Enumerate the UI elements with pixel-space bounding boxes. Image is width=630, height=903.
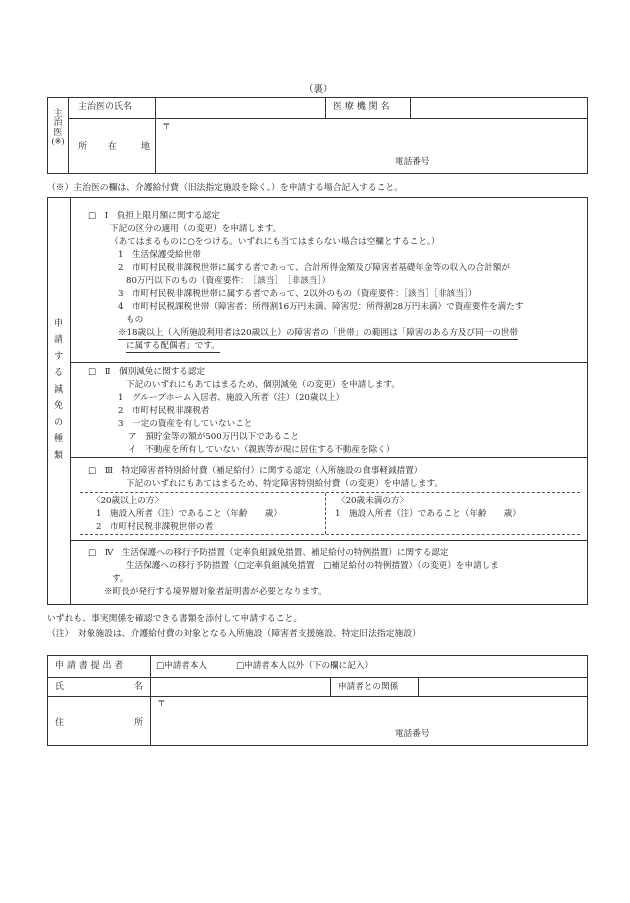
section-4-checkbox-title[interactable]: □ Ⅳ 生活保護への移行予防措置（定率負組減免措置、補足給付の特例措置）に関する認定: [88, 548, 449, 558]
doctor-address-field[interactable]: [156, 120, 586, 172]
facility-note: （注） 対象施設は、介護給付費の対象となる入所施設（障害者支援施設、特定旧法指定施設）: [47, 629, 421, 639]
postal-mark: 〒: [157, 699, 166, 709]
institution-label: 医 療 機 関 名: [333, 102, 390, 112]
option-1[interactable]: 1 生活保護受給世帯: [118, 250, 201, 260]
section-4-line: 生活保護への移行予防措置（□定率負組減免措置 □補足給付の特例措置）（の変更）を申請しま: [126, 561, 499, 571]
section-3-line: 下記のいずれにもあてはまるため、特定障害特別給付費（の変更）を申請します。: [126, 479, 443, 489]
submitter-self-checkbox[interactable]: □申請者本人: [156, 661, 208, 671]
option-4[interactable]: 4 市町村民税課税世帯（障害者：所得割16万円未満、障害児：所得割28万円未満）で資産要件を満たす: [118, 302, 524, 312]
submitter-phone-label: 電話番号: [395, 729, 430, 739]
section-2-line: 下記のいずれにもあてはまるため、個別減免（の変更）を申請します。: [126, 380, 400, 390]
adult-item: 2 市町村民税非課税世帯の者: [96, 522, 214, 532]
section-1-line: （あてはまるものに○をつける。いずれにも当てはまらない場合は空欄とすること。）: [110, 237, 440, 247]
section-2-item: 3 一定の資産を有していないこと: [118, 419, 253, 429]
submitter-name-field[interactable]: [151, 678, 329, 695]
attachment-note: いずれも、事実関係を確認できる書類を添付して申請すること。: [47, 614, 303, 624]
option-2[interactable]: 2 市町村民税非課税世帯に属する者であって、合計所得金額及び障害者基礎年金等の収入の合計額が: [118, 263, 510, 273]
postal-mark: 〒: [162, 122, 171, 132]
adult-heading: 〈20歳以上の方〉: [92, 496, 164, 506]
section-2-checkbox-title[interactable]: □ Ⅱ 個別減免に関する認定: [88, 367, 206, 377]
doctor-note: （※）主治医の欄は、介護給付費（旧法指定施設を除く。）を申請する場合記入すること。: [47, 183, 404, 193]
option-2-cont: 80万円以下のもの（資産要件： ［該当］ ［非該当］）: [126, 276, 331, 286]
submitter-other-checkbox[interactable]: □申請者本人以外（下の欄に記入）: [236, 661, 374, 671]
page-side-label: （裏）: [304, 84, 333, 95]
relation-label: 申請者との関係: [338, 682, 399, 692]
section-2-item: 2 市町村民税非課税者: [118, 406, 210, 416]
option-3[interactable]: 3 市町村民税非課税世帯に属する者であって、2以外のもの（資産要件：［該当］［非該当］）: [118, 289, 477, 299]
household-note-cont: に属する配偶者」です。: [126, 341, 220, 351]
reduction-vertical-label: 申 請 す る 減 免 の 種 類: [53, 319, 63, 461]
adult-item: 1 施設入所者（注）であること（年齢 歳）: [96, 509, 282, 519]
section-1-checkbox-title[interactable]: □ Ⅰ 負担上限月額に関する認定: [88, 211, 220, 221]
submitter-address-field[interactable]: [151, 697, 586, 744]
section-3-checkbox-title[interactable]: □ Ⅲ 特定障害者特別給付費（補足給付）に関する認定（入所施設の食事軽減措置）: [88, 466, 423, 476]
option-4-cont: もの: [126, 315, 144, 325]
certificate-note: ※町長が発行する境界層対象者証明書が必要となります。: [104, 587, 327, 597]
section-4-line-cont: す。: [112, 574, 129, 584]
section-1-line: 下記の区分の適用（の変更）を申請します。: [110, 224, 282, 234]
submitter-label: 申 請 書 提 出 者: [55, 661, 124, 671]
doctor-name-label: 主治医の氏名: [78, 102, 133, 112]
minor-heading: 〈20歳未満の方〉: [337, 496, 409, 506]
section-2-subitem: ア 預貯金等の額が500万円以下であること: [128, 432, 300, 442]
doctor-name-field[interactable]: [156, 99, 324, 117]
institution-field[interactable]: [411, 99, 586, 117]
section-2-subitem: イ 不動産を所有していない（親族等が現に居住する不動産を除く）: [128, 445, 395, 455]
relation-field[interactable]: [419, 678, 586, 695]
minor-item: 1 施設入所者（注）であること（年齢 歳）: [335, 509, 521, 519]
household-note: ※18歳以上（入所施設利用者は20歳以上）の障害者の「世帯」の範囲は「障害のある方及び同一の世帯: [118, 328, 518, 338]
doctor-vertical-label: 主 治 医 (※): [51, 109, 65, 147]
doctor-phone-label: 電話番号: [395, 157, 430, 167]
section-2-item: 1 グループホーム入居者、施設入所者（注）（20歳以上）: [118, 393, 345, 403]
